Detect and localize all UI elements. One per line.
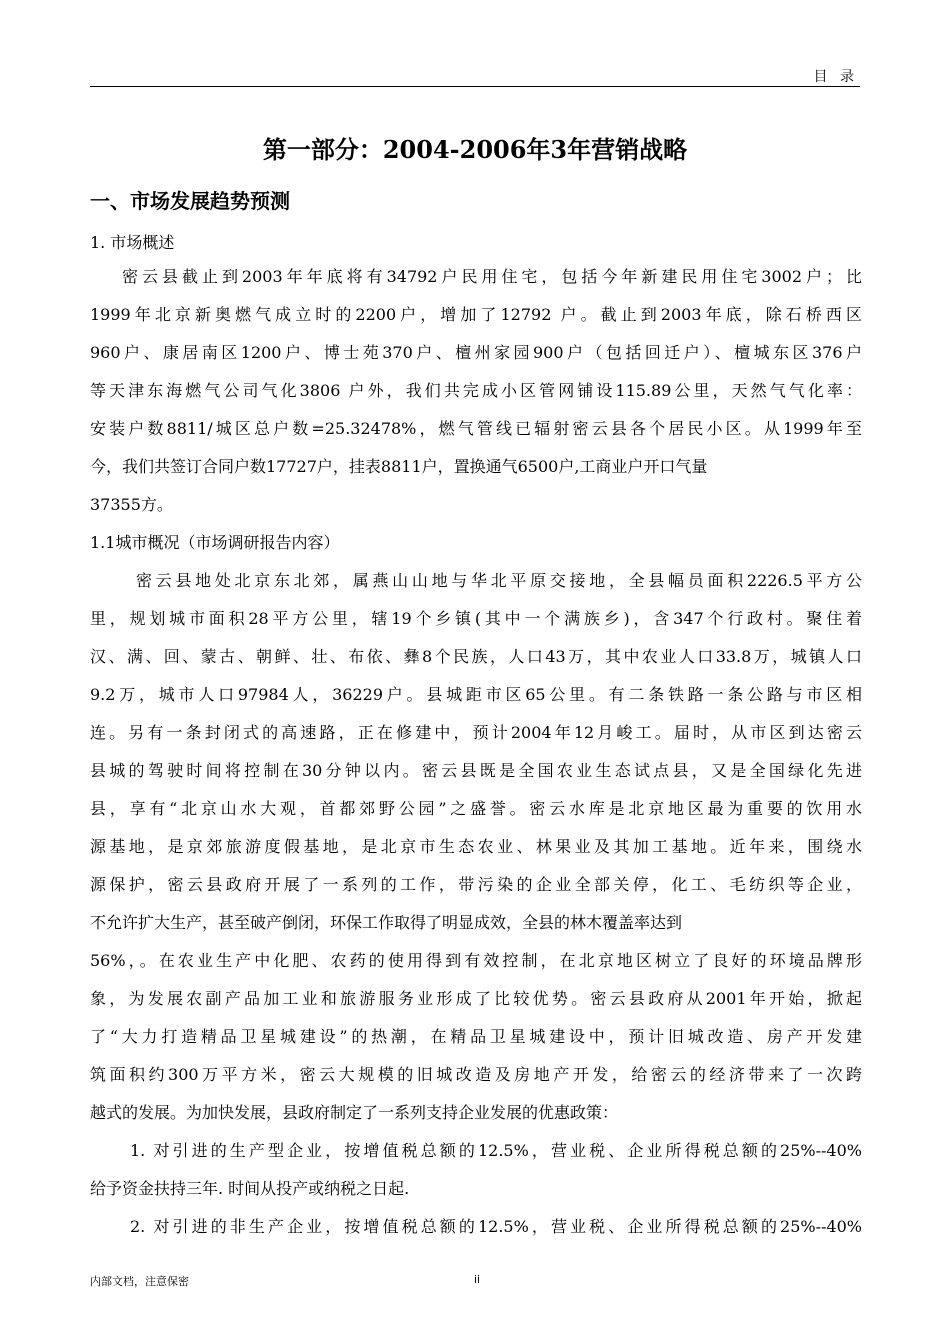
paragraph-line: 汉、满、回、蒙古、朝鲜、壮、布依、彝8个民族，人口43万，其中农业人口33.8万，城镇人口 [90,647,862,666]
paragraph-line: 56%，。在农业生产中化肥、农药的使用得到有效控制，在北京地区树立了良好的环境品牌形 [90,951,862,970]
running-header: 目 录 [813,69,858,85]
section-heading: 一、市场发展趋势预测 [90,189,290,213]
paragraph-line: 不允许扩大生产，甚至破产倒闭，环保工作取得了明显成效，全县的林木覆盖率达到 [90,913,683,932]
paragraph-line: 9.2万，城市人口97984人，36229户。县城距市区65公里。有二条铁路一条公路与市区相 [90,685,862,704]
policy-item-continuation: 给予资金扶持三年. 时间从投产或纳税之日起. [90,1179,410,1198]
paragraph-line: 密云县截止到2003年年底将有34792户民用住宅，包括今年新建民用住宅3002户；比 [122,267,862,286]
paragraph-line: 越式的发展。为加快发展，县政府制定了一系列支持企业发展的优惠政策： [90,1103,619,1122]
paragraph-line: 今，我们共签订合同户数17727户，挂表8811户，置换通气6500户,工商业户开口气量 [90,457,708,476]
page-title: 第一部分：2004-2006年3年营销战略 [262,135,688,164]
paragraph-line: 安装户数8811/城区总户数=25.32478%，燃气管线已辐射密云县各个居民小区。从1999年至 [90,419,862,438]
header-rule [90,86,860,87]
paragraph-line: 县城的驾驶时间将控制在30分钟以内。密云县既是全国农业生态试点县，又是全国绿化先进 [90,761,862,780]
policy-item: 2. 对引进的非生产企业，按增值税总额的12.5%，营业税、企业所得税总额的25%--40% [130,1217,862,1236]
paragraph-line: 源保护，密云县政府开展了一系列的工作，带污染的企业全部关停，化工、毛纺织等企业， [90,875,862,894]
confidential-note: 内部文档，注意保密 [90,1275,189,1288]
paragraph-line: 连。另有一条封闭式的高速路，正在修建中，预计2004年12月峻工。届时，从市区到达密云 [90,723,862,742]
paragraph-line: 源基地，是京郊旅游度假基地，是北京市生态农业、林果业及其加工基地。近年来，围绕水 [90,837,862,856]
paragraph-line: 里，规划城市面积28平方公里，辖19个乡镇(其中一个满族乡)，含347个行政村。聚住着 [90,609,862,628]
paragraph-line: 了“大力打造精品卫星城建设”的热潮，在精品卫星城建设中，预计旧城改造、房产开发建 [90,1027,862,1046]
policy-item: 1. 对引进的生产型企业，按增值税总额的12.5%，营业税、企业所得税总额的25%--40% [130,1141,862,1160]
body-text [90,228,862,1246]
paragraph-line: 密云县地处北京东北郊，属燕山山地与华北平原交接地，全县幅员面积2226.5平方公 [136,571,862,590]
paragraph-line: 37355方。 [90,495,173,514]
paragraph-line: 1999年北京新奥燃气成立时的2200户，增加了12792 户。截止到2003年底，除石桥西区 [90,305,862,324]
paragraph-line: 县，享有“北京山水大观，首都郊野公园”之盛誉。密云水库是北京地区最为重要的饮用水 [90,799,862,818]
subsection-heading: 1.1城市概况（市场调研报告内容） [90,533,340,552]
paragraph-line: 960户、康居南区1200户、博士苑370户、檀州家园900户（包括回迁户）、檀城东区376户 [90,343,862,362]
page-number: ii [474,1273,481,1286]
paragraph-line: 筑面积约300万平方米，密云大规模的旧城改造及房地产开发，给密云的经济带来了一次跨 [90,1065,862,1084]
subsection-heading: 1. 市场概述 [90,233,175,252]
paragraph-line: 等天津东海燃气公司气化3806 户外，我们共完成小区管网铺设115.89公里，天然气气化率： [90,381,862,400]
paragraph-line: 象，为发展农副产品加工业和旅游服务业形成了比较优势。密云县政府从2001年开始，掀起 [90,989,862,1008]
